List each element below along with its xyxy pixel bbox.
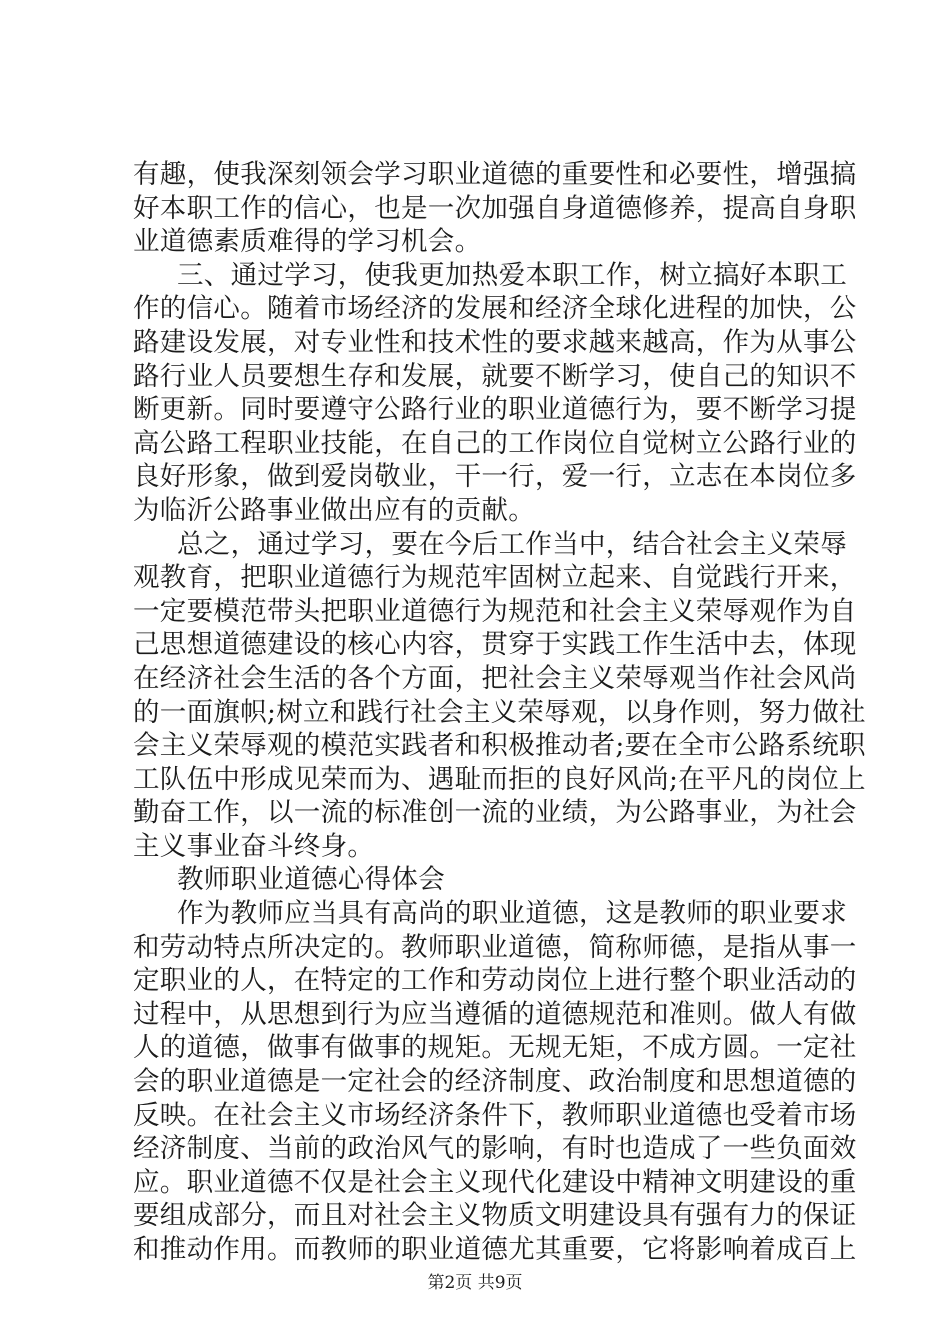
text-line: 好本职工作的信心，也是一次加强自身道德修养，提高自身职 (133, 192, 857, 224)
page-footer (0, 1268, 950, 1293)
text-line: 路行业人员要想生存和发展，就要不断学习，使自己的知识不 (133, 360, 857, 392)
page-number-label: 第2页 共9页 (427, 1273, 523, 1293)
text-line: 为临沂公路事业做出应有的贡献。 (133, 494, 535, 526)
text-line: 和推动作用。而教师的职业道德尤其重要，它将影响着成百上 (133, 1234, 857, 1265)
paragraph-start-line: 三、通过学习，使我更加热爱本职工作，树立搞好本职工 (177, 259, 847, 291)
text-line: 在经济社会生活的各个方面，把社会主义荣辱观当作社会风尚 (133, 662, 857, 694)
text-line: 的一面旗帜;树立和践行社会主义荣辱观，以身作则，努力做社 (133, 696, 866, 728)
text-line: 作的信心。随着市场经济的发展和经济全球化进程的加快，公 (133, 293, 857, 325)
text-line: 观教育，把职业道德行为规范牢固树立起来、自觉践行开来， (133, 562, 857, 594)
paragraph-start-line: 总之，通过学习，要在今后工作当中，结合社会主义荣辱 (177, 528, 847, 560)
text-line: 业道德素质难得的学习机会。 (133, 226, 482, 258)
text-line: 和劳动特点所决定的。教师职业道德，简称师德，是指从事一 (133, 931, 857, 963)
text-line: 有趣，使我深刻领会学习职业道德的重要性和必要性，增强搞 (133, 159, 857, 190)
text-line: 己思想道德建设的核心内容，贯穿于实践工作生活中去，体现 (133, 629, 857, 661)
text-line: 反映。在社会主义市场经济条件下，教师职业道德也受着市场 (133, 1099, 857, 1131)
text-line: 应。职业道德不仅是社会主义现代化建设中精神文明建设的重 (133, 1166, 857, 1198)
text-line: 良好形象，做到爱岗敬业，干一行，爱一行，立志在本岗位多 (133, 461, 857, 493)
text-line: 高公路工程职业技能，在自己的工作岗位自觉树立公路行业的 (133, 427, 857, 459)
text-line: 工队伍中形成见荣而为、遇耻而拒的良好风尚;在平凡的岗位上 (133, 763, 866, 795)
text-line: 一定要模范带头把职业道德行为规范和社会主义荣辱观作为自 (133, 595, 857, 627)
section-heading: 教师职业道德心得体会 (177, 864, 445, 896)
text-line: 过程中，从思想到行为应当遵循的道德规范和准则。做人有做 (133, 998, 857, 1030)
text-line: 经济制度、当前的政治风气的影响，有时也造成了一些负面效 (133, 1133, 857, 1165)
text-line: 定职业的人，在特定的工作和劳动岗位上进行整个职业活动的 (133, 965, 857, 997)
text-line: 会主义荣辱观的模范实践者和积极推动者;要在全市公路系统职 (133, 730, 866, 762)
text-line: 路建设发展，对专业性和技术性的要求越来越高，作为从事公 (133, 326, 857, 358)
text-line: 会的职业道德是一定社会的经济制度、政治制度和思想道德的 (133, 1066, 857, 1098)
body-text (133, 158, 866, 1267)
text-line: 勤奋工作，以一流的标准创一流的业绩，为公路事业，为社会 (133, 797, 857, 829)
text-line: 要组成部分，而且对社会主义物质文明建设具有强有力的保证 (133, 1200, 857, 1232)
text-line: 人的道德，做事有做事的规矩。无规无矩，不成方圆。一定社 (133, 1032, 857, 1064)
text-line: 断更新。同时要遵守公路行业的职业道德行为，要不断学习提 (133, 394, 857, 426)
paragraph-start-line: 作为教师应当具有高尚的职业道德，这是教师的职业要求 (177, 898, 847, 930)
text-line: 主义事业奋斗终身。 (133, 830, 375, 862)
